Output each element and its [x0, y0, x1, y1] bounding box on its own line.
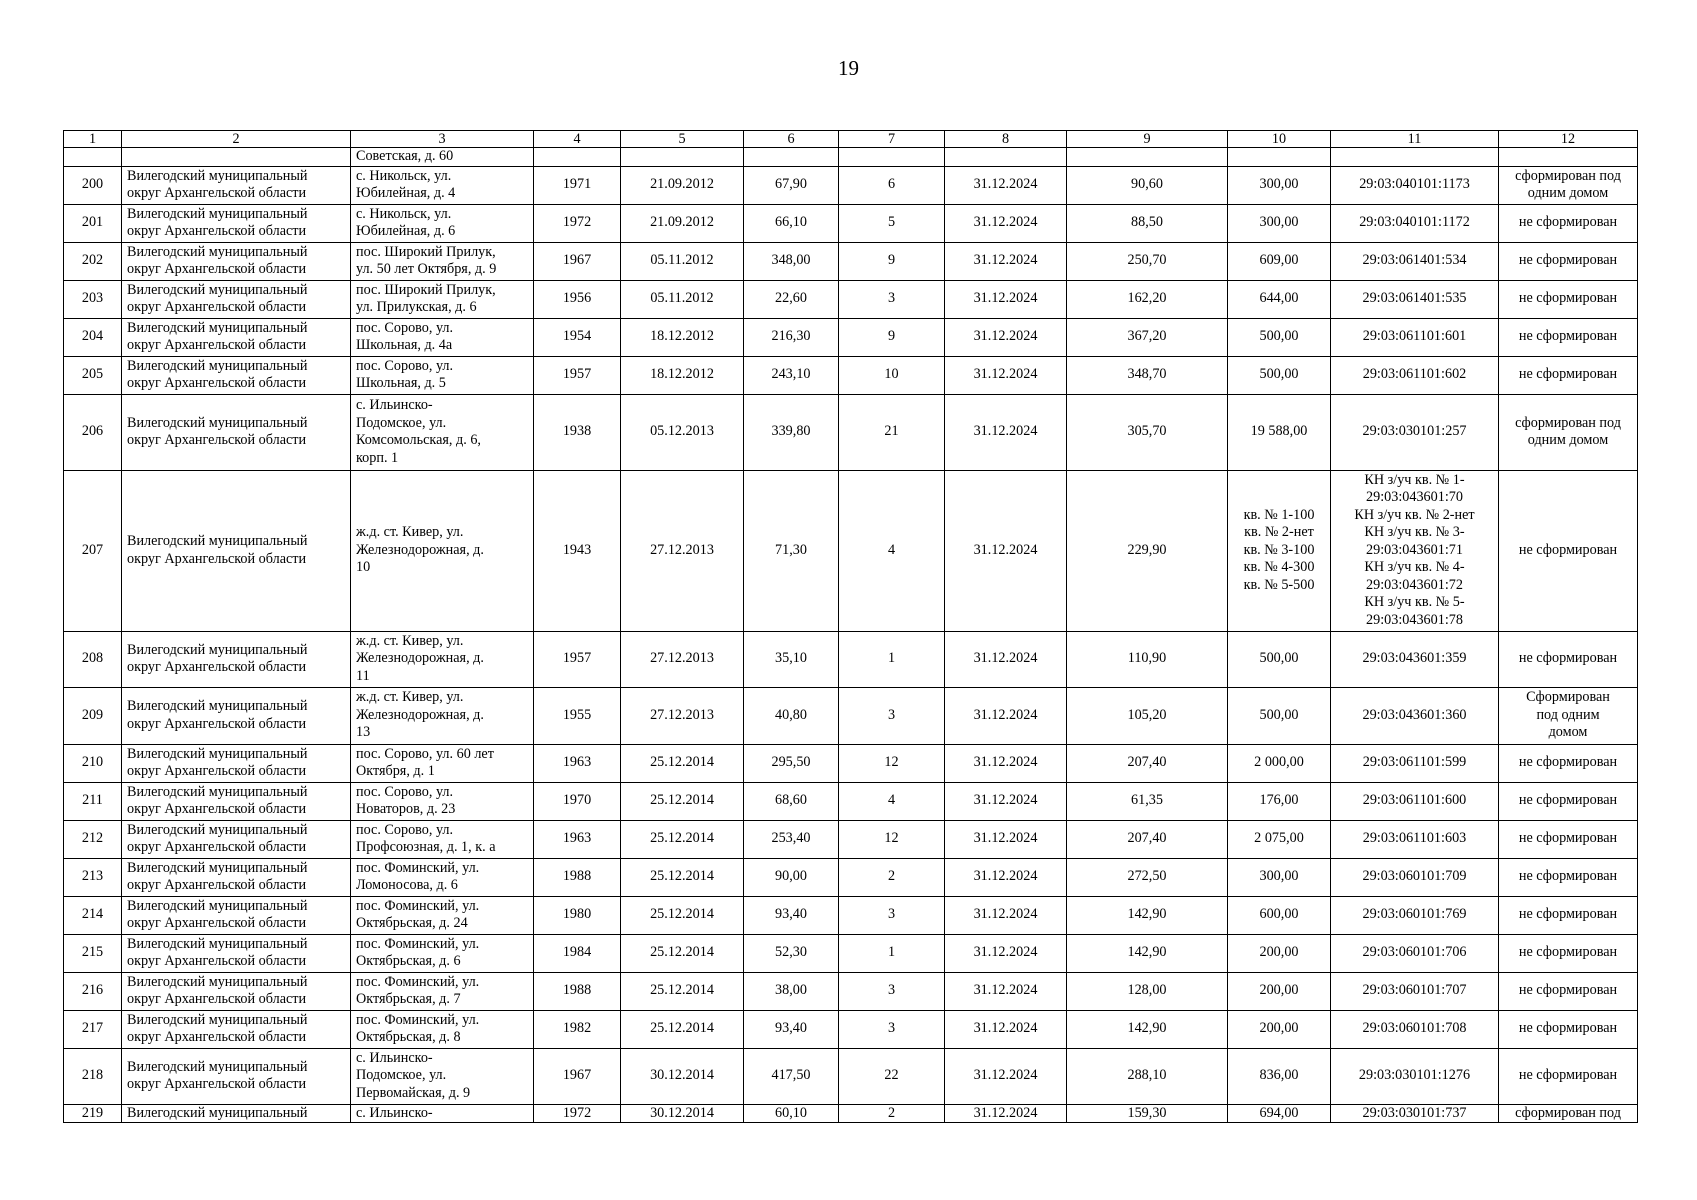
deadline-date-cell: 31.12.2024 — [973, 214, 1038, 231]
table-row — [64, 356, 1638, 394]
address-cell: с. Ильинско- Подомское, ул. Первомайская, д. 9 — [356, 1049, 471, 1101]
row-number-cell: 200 — [81, 176, 104, 193]
area-cell: 295,50 — [771, 754, 811, 771]
address-cell: с. Ильинско- — [356, 1104, 433, 1121]
value-cell: 207,40 — [1127, 830, 1167, 847]
table-row — [64, 394, 1638, 470]
row-number-cell: 211 — [82, 792, 103, 809]
value-cell: 162,20 — [1127, 290, 1167, 307]
area-cell: 243,10 — [771, 366, 811, 383]
land-area-cell: 300,00 — [1259, 868, 1299, 885]
count-cell: 3 — [887, 906, 896, 923]
row-number-cell: 214 — [81, 906, 104, 923]
date-cell: 25.12.2014 — [650, 754, 714, 771]
date-cell: 21.09.2012 — [650, 176, 714, 193]
address-cell: пос. Сорово, ул. 60 лет Октября, д. 1 — [356, 745, 494, 779]
area-cell: 35,10 — [775, 650, 807, 667]
year-cell: 1984 — [562, 944, 592, 961]
address-cell: Советская, д. 60 — [351, 148, 534, 167]
cadastral-number-cell: 29:03:030101:737 — [1362, 1104, 1467, 1121]
owner-cell: Вилегодский муниципальный округ Архангельской области — [127, 698, 308, 732]
land-area-cell: 500,00 — [1259, 650, 1299, 667]
column-number: 12 — [1499, 131, 1638, 148]
table-row — [64, 204, 1638, 242]
cadastral-number-cell: 29:03:061101:599 — [1362, 754, 1467, 771]
table-row — [64, 1010, 1638, 1048]
cadastral-number-cell: 29:03:040101:1172 — [1359, 214, 1470, 231]
deadline-date-cell: 31.12.2024 — [973, 366, 1038, 383]
row-number-cell: 213 — [81, 868, 104, 885]
deadline-date-cell: 31.12.2024 — [973, 754, 1038, 771]
cadastral-number-cell: 29:03:061101:601 — [1362, 328, 1467, 345]
deadline-date-cell: 31.12.2024 — [973, 541, 1038, 558]
area-cell: 216,30 — [771, 328, 811, 345]
value-cell: 272,50 — [1127, 868, 1167, 885]
column-number: 2 — [122, 131, 351, 148]
owner-cell: Вилегодский муниципальный округ Архангельской области — [127, 414, 308, 448]
count-cell: 10 — [884, 366, 899, 383]
cadastral-number-cell: 29:03:060101:769 — [1362, 906, 1467, 923]
table-row — [64, 934, 1638, 972]
year-cell: 1970 — [562, 792, 592, 809]
row-number-cell: 208 — [81, 650, 104, 667]
year-cell: 1954 — [562, 328, 592, 345]
table-row — [64, 896, 1638, 934]
owner-cell: Вилегодский муниципальный округ Архангельской области — [127, 319, 308, 353]
land-status-cell: не сформирован — [1518, 541, 1618, 558]
year-cell: 1957 — [562, 650, 592, 667]
date-cell: 18.12.2012 — [650, 328, 714, 345]
owner-cell: Вилегодский муниципальный округ Архангельской области — [127, 357, 308, 391]
count-cell: 3 — [887, 706, 896, 723]
page-number: 19 — [838, 56, 859, 80]
owner-cell: Вилегодский муниципальный округ Архангельской области — [127, 859, 308, 893]
table-row — [64, 744, 1638, 782]
year-cell: 1943 — [562, 541, 592, 558]
row-number-cell: 206 — [81, 423, 104, 440]
date-cell: 27.12.2013 — [650, 706, 714, 723]
row-number-cell: 204 — [81, 328, 104, 345]
land-area-cell: 609,00 — [1259, 252, 1299, 269]
count-cell: 5 — [887, 214, 896, 231]
owner-cell: Вилегодский муниципальный округ Архангельской области — [127, 641, 308, 675]
address-cell: пос. Сорово, ул. Профсоюзная, д. 1, к. а — [356, 821, 496, 855]
land-area-cell: 644,00 — [1259, 290, 1299, 307]
land-area-cell: 2 075,00 — [1254, 830, 1304, 847]
column-number: 4 — [534, 131, 621, 148]
land-status-cell: не сформирован — [1518, 944, 1618, 961]
count-cell: 4 — [887, 792, 896, 809]
cadastral-number-cell: 29:03:040101:1173 — [1359, 176, 1470, 193]
date-cell: 30.12.2014 — [650, 1104, 714, 1121]
land-area-cell: 176,00 — [1259, 792, 1299, 809]
area-cell: 38,00 — [775, 982, 807, 999]
table-row — [64, 820, 1638, 858]
land-area-cell: кв. № 1-100 кв. № 2-нет кв. № 3-100 кв. № 4-300 кв. № 5-500 — [1243, 506, 1315, 593]
land-area-cell: 694,00 — [1259, 1104, 1299, 1121]
value-cell: 110,90 — [1127, 650, 1167, 667]
count-cell: 21 — [884, 423, 899, 440]
land-area-cell: 600,00 — [1259, 906, 1299, 923]
cadastral-number-cell: КН з/уч кв. № 1- 29:03:043601:70 КН з/уч кв. № 2-нет КН з/уч кв. № 3- 29:03:043601:71 КН з/уч кв. № 4- 29:03:043601:72 КН з/уч кв. № 5- 29:03:043601:78 — [1354, 471, 1475, 628]
count-cell: 3 — [887, 982, 896, 999]
cadastral-number-cell: 29:03:060101:708 — [1362, 1020, 1467, 1037]
date-cell: 25.12.2014 — [650, 830, 714, 847]
year-cell: 1938 — [562, 423, 592, 440]
row-number-cell: 203 — [81, 290, 104, 307]
land-status-cell: не сформирован — [1518, 650, 1618, 667]
area-cell: 93,40 — [775, 906, 807, 923]
land-area-cell: 836,00 — [1259, 1067, 1299, 1084]
count-cell: 9 — [887, 252, 896, 269]
address-cell: ж.д. ст. Кивер, ул. Железнодорожная, д. 10 — [356, 524, 484, 576]
count-cell: 3 — [887, 1020, 896, 1037]
area-cell: 93,40 — [775, 1020, 807, 1037]
deadline-date-cell: 31.12.2024 — [973, 252, 1038, 269]
count-cell: 1 — [887, 650, 896, 667]
year-cell: 1972 — [562, 1104, 592, 1121]
date-cell: 25.12.2014 — [650, 906, 714, 923]
count-cell: 4 — [887, 541, 896, 558]
deadline-date-cell: 31.12.2024 — [973, 1067, 1038, 1084]
land-status-cell: не сформирован — [1518, 252, 1618, 269]
date-cell: 05.11.2012 — [650, 252, 714, 269]
address-cell: с. Никольск, ул. Юбилейная, д. 4 — [356, 167, 456, 201]
land-status-cell: не сформирован — [1518, 1020, 1618, 1037]
cadastral-number-cell: 29:03:030101:1276 — [1358, 1067, 1471, 1084]
year-cell: 1967 — [562, 252, 592, 269]
housing-registry-table — [63, 130, 1638, 1123]
row-number-cell: 201 — [81, 214, 104, 231]
date-cell: 05.11.2012 — [650, 290, 714, 307]
year-cell: 1988 — [562, 982, 592, 999]
owner-cell: Вилегодский муниципальный — [127, 1104, 308, 1121]
area-cell: 348,00 — [771, 252, 811, 269]
area-cell: 339,80 — [771, 423, 811, 440]
address-cell: пос. Широкий Прилук, ул. 50 лет Октября, д. 9 — [356, 243, 497, 277]
year-cell: 1963 — [562, 830, 592, 847]
table-row — [64, 1048, 1638, 1104]
year-cell: 1956 — [562, 290, 592, 307]
year-cell: 1988 — [562, 868, 592, 885]
land-area-cell: 200,00 — [1259, 982, 1299, 999]
land-status-cell: не сформирован — [1518, 982, 1618, 999]
owner-cell: Вилегодский муниципальный округ Архангельской области — [127, 783, 308, 817]
continuation-row — [64, 148, 1638, 167]
row-number-cell: 207 — [81, 541, 104, 558]
date-cell: 25.12.2014 — [650, 944, 714, 961]
address-cell: пос. Сорово, ул. Новаторов, д. 23 — [356, 783, 456, 817]
deadline-date-cell: 31.12.2024 — [973, 1020, 1038, 1037]
area-cell: 90,00 — [775, 868, 807, 885]
value-cell: 88,50 — [1131, 214, 1163, 231]
value-cell: 250,70 — [1127, 252, 1167, 269]
land-status-cell: сформирован под одним домом — [1515, 167, 1621, 201]
row-number-cell: 217 — [81, 1020, 104, 1037]
table-row — [64, 242, 1638, 280]
address-cell: пос. Сорово, ул. Школьная, д. 4а — [356, 319, 454, 353]
date-cell: 27.12.2013 — [650, 541, 714, 558]
land-status-cell: не сформирован — [1518, 1067, 1618, 1084]
land-area-cell: 200,00 — [1259, 944, 1299, 961]
land-area-cell: 300,00 — [1259, 214, 1299, 231]
land-status-cell: не сформирован — [1518, 792, 1618, 809]
deadline-date-cell: 31.12.2024 — [973, 944, 1038, 961]
table-row — [64, 631, 1638, 687]
land-area-cell: 500,00 — [1259, 706, 1299, 723]
year-cell: 1972 — [562, 214, 592, 231]
deadline-date-cell: 31.12.2024 — [973, 423, 1038, 440]
table-row — [64, 280, 1638, 318]
address-cell: с. Никольск, ул. Юбилейная, д. 6 — [356, 205, 456, 239]
owner-cell: Вилегодский муниципальный округ Архангельской области — [127, 167, 308, 201]
value-cell: 305,70 — [1127, 423, 1167, 440]
row-number-cell: 218 — [81, 1067, 104, 1084]
value-cell: 229,90 — [1127, 541, 1167, 558]
address-cell: пос. Широкий Прилук, ул. Прилукская, д. 6 — [356, 281, 496, 315]
count-cell: 6 — [887, 176, 896, 193]
land-area-cell: 300,00 — [1259, 176, 1299, 193]
count-cell: 2 — [887, 1104, 896, 1121]
count-cell: 3 — [887, 290, 896, 307]
cadastral-number-cell: 29:03:061101:602 — [1362, 366, 1467, 383]
address-cell: ж.д. ст. Кивер, ул. Железнодорожная, д. 11 — [356, 632, 484, 684]
date-cell: 30.12.2014 — [650, 1067, 714, 1084]
date-cell: 25.12.2014 — [650, 1020, 714, 1037]
column-number: 7 — [839, 131, 945, 148]
owner-cell: Вилегодский муниципальный округ Архангельской области — [127, 243, 308, 277]
year-cell: 1980 — [562, 906, 592, 923]
value-cell: 142,90 — [1127, 1020, 1167, 1037]
count-cell: 12 — [884, 830, 899, 847]
year-cell: 1982 — [562, 1020, 592, 1037]
value-cell: 348,70 — [1127, 366, 1167, 383]
deadline-date-cell: 31.12.2024 — [973, 706, 1038, 723]
row-number-cell: 202 — [81, 252, 104, 269]
year-cell: 1957 — [562, 366, 592, 383]
count-cell: 2 — [887, 868, 896, 885]
deadline-date-cell: 31.12.2024 — [973, 176, 1038, 193]
count-cell: 1 — [887, 944, 896, 961]
column-number: 3 — [351, 131, 534, 148]
land-status-cell: не сформирован — [1518, 214, 1618, 231]
address-cell: с. Ильинско- Подомское, ул. Комсомольская, д. 6, корп. 1 — [356, 397, 481, 466]
land-status-cell: не сформирован — [1518, 830, 1618, 847]
row-number-cell: 205 — [81, 366, 104, 383]
table-row — [64, 166, 1638, 204]
deadline-date-cell: 31.12.2024 — [973, 290, 1038, 307]
land-area-cell: 500,00 — [1259, 328, 1299, 345]
table-row — [64, 470, 1638, 631]
value-cell: 142,90 — [1127, 906, 1167, 923]
deadline-date-cell: 31.12.2024 — [973, 1104, 1038, 1121]
deadline-date-cell: 31.12.2024 — [973, 328, 1038, 345]
address-cell: пос. Фоминский, ул. Октябрьская, д. 6 — [356, 935, 480, 969]
address-cell: пос. Фоминский, ул. Октябрьская, д. 24 — [356, 897, 480, 931]
owner-cell: Вилегодский муниципальный округ Архангельской области — [127, 533, 308, 567]
cadastral-number-cell: 29:03:061401:535 — [1362, 290, 1467, 307]
land-status-cell: Сформирован под одним домом — [1526, 689, 1610, 741]
address-cell: пос. Фоминский, ул. Октябрьская, д. 8 — [356, 1011, 480, 1045]
land-status-cell: не сформирован — [1518, 906, 1618, 923]
land-status-cell: не сформирован — [1518, 754, 1618, 771]
column-number-row — [64, 131, 1638, 148]
cadastral-number-cell: 29:03:060101:706 — [1362, 944, 1467, 961]
owner-cell: Вилегодский муниципальный округ Архангельской области — [127, 897, 308, 931]
area-cell: 22,60 — [775, 290, 807, 307]
table-row — [64, 782, 1638, 820]
cadastral-number-cell: 29:03:030101:257 — [1362, 423, 1467, 440]
row-number-cell: 219 — [81, 1104, 104, 1121]
land-area-cell: 500,00 — [1259, 366, 1299, 383]
land-status-cell: не сформирован — [1518, 366, 1618, 383]
cadastral-number-cell: 29:03:060101:709 — [1362, 868, 1467, 885]
date-cell: 25.12.2014 — [650, 982, 714, 999]
deadline-date-cell: 31.12.2024 — [973, 868, 1038, 885]
cadastral-number-cell: 29:03:061101:600 — [1362, 792, 1467, 809]
address-cell: ж.д. ст. Кивер, ул. Железнодорожная, д. 13 — [356, 689, 484, 741]
count-cell: 9 — [887, 328, 896, 345]
year-cell: 1955 — [562, 706, 592, 723]
address-cell: пос. Сорово, ул. Школьная, д. 5 — [356, 357, 454, 391]
cadastral-number-cell: 29:03:060101:707 — [1362, 982, 1467, 999]
owner-cell: Вилегодский муниципальный округ Архангельской области — [127, 1011, 308, 1045]
owner-cell: Вилегодский муниципальный округ Архангельской области — [127, 745, 308, 779]
year-cell: 1963 — [562, 754, 592, 771]
land-area-cell: 200,00 — [1259, 1020, 1299, 1037]
land-status-cell: сформирован под одним домом — [1515, 414, 1621, 448]
column-number: 9 — [1067, 131, 1228, 148]
owner-cell: Вилегодский муниципальный округ Архангельской области — [127, 205, 308, 239]
row-number-cell: 212 — [81, 830, 104, 847]
date-cell: 25.12.2014 — [650, 792, 714, 809]
owner-cell: Вилегодский муниципальный округ Архангельской области — [127, 935, 308, 969]
value-cell: 159,30 — [1127, 1104, 1167, 1121]
column-number: 10 — [1228, 131, 1331, 148]
area-cell: 417,50 — [771, 1067, 811, 1084]
count-cell: 22 — [884, 1067, 899, 1084]
cadastral-number-cell: 29:03:061401:534 — [1362, 252, 1467, 269]
area-cell: 71,30 — [775, 541, 807, 558]
area-cell: 67,90 — [775, 176, 807, 193]
land-area-cell: 19 588,00 — [1250, 423, 1308, 440]
row-number-cell: 209 — [81, 706, 104, 723]
area-cell: 40,80 — [775, 706, 807, 723]
table-row — [64, 318, 1638, 356]
deadline-date-cell: 31.12.2024 — [973, 792, 1038, 809]
row-number-cell: 210 — [81, 754, 104, 771]
land-status-cell: сформирован под — [1515, 1104, 1621, 1121]
address-cell: пос. Фоминский, ул. Октябрьская, д. 7 — [356, 973, 480, 1007]
area-cell: 68,60 — [775, 792, 807, 809]
value-cell: 61,35 — [1131, 792, 1163, 809]
area-cell: 66,10 — [775, 214, 807, 231]
date-cell: 25.12.2014 — [650, 868, 714, 885]
table-row — [64, 1104, 1638, 1123]
date-cell: 27.12.2013 — [650, 650, 714, 667]
owner-cell: Вилегодский муниципальный округ Архангельской области — [127, 821, 308, 855]
table-row — [64, 687, 1638, 744]
column-number: 1 — [64, 131, 122, 148]
column-number: 8 — [945, 131, 1067, 148]
deadline-date-cell: 31.12.2024 — [973, 906, 1038, 923]
date-cell: 05.12.2013 — [650, 423, 714, 440]
area-cell: 52,30 — [775, 944, 807, 961]
column-number: 5 — [621, 131, 744, 148]
value-cell: 367,20 — [1127, 328, 1167, 345]
value-cell: 142,90 — [1127, 944, 1167, 961]
value-cell: 128,00 — [1127, 982, 1167, 999]
owner-cell: Вилегодский муниципальный округ Архангельской области — [127, 1058, 308, 1092]
deadline-date-cell: 31.12.2024 — [973, 830, 1038, 847]
row-number-cell: 215 — [81, 944, 104, 961]
land-status-cell: не сформирован — [1518, 328, 1618, 345]
date-cell: 18.12.2012 — [650, 366, 714, 383]
year-cell: 1971 — [562, 176, 592, 193]
address-cell: пос. Фоминский, ул. Ломоносова, д. 6 — [356, 859, 480, 893]
column-number: 11 — [1331, 131, 1499, 148]
row-number-cell: 216 — [81, 982, 104, 999]
value-cell: 288,10 — [1127, 1067, 1167, 1084]
count-cell: 12 — [884, 754, 899, 771]
value-cell: 105,20 — [1127, 706, 1167, 723]
column-number: 6 — [744, 131, 839, 148]
owner-cell: Вилегодский муниципальный округ Архангельской области — [127, 281, 308, 315]
land-area-cell: 2 000,00 — [1254, 754, 1304, 771]
land-status-cell: не сформирован — [1518, 868, 1618, 885]
value-cell: 90,60 — [1131, 176, 1163, 193]
year-cell: 1967 — [562, 1067, 592, 1084]
area-cell: 253,40 — [771, 830, 811, 847]
deadline-date-cell: 31.12.2024 — [973, 650, 1038, 667]
cadastral-number-cell: 29:03:043601:360 — [1362, 706, 1467, 723]
value-cell: 207,40 — [1127, 754, 1167, 771]
date-cell: 21.09.2012 — [650, 214, 714, 231]
land-status-cell: не сформирован — [1518, 290, 1618, 307]
cadastral-number-cell: 29:03:061101:603 — [1362, 830, 1467, 847]
table-row — [64, 972, 1638, 1010]
table-row — [64, 858, 1638, 896]
cadastral-number-cell: 29:03:043601:359 — [1362, 650, 1467, 667]
owner-cell: Вилегодский муниципальный округ Архангельской области — [127, 973, 308, 1007]
deadline-date-cell: 31.12.2024 — [973, 982, 1038, 999]
area-cell: 60,10 — [775, 1104, 807, 1121]
